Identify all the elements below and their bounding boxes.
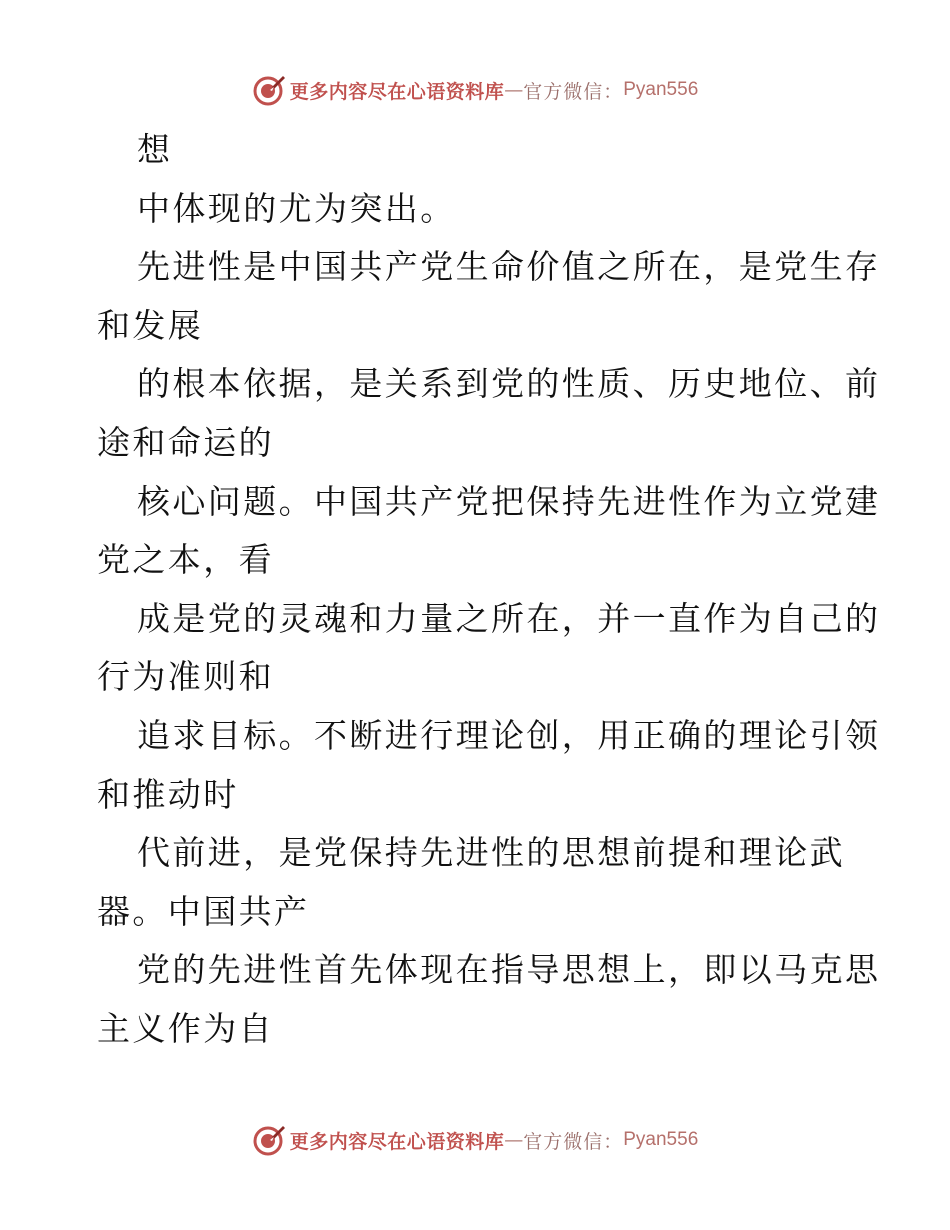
- text-line: 成是党的灵魂和力量之所在，并一直作为自己的: [137, 598, 881, 638]
- red-pen-circle-icon: [252, 1123, 286, 1157]
- text-line: 先进性是中国共产党生命价值之所在，是党生存: [137, 247, 881, 287]
- text-line: 核心问题。中国共产党把保持先进性作为立党建: [137, 481, 881, 521]
- text-line: 和发展: [97, 305, 204, 345]
- footer-banner: [0, 1120, 950, 1160]
- text-line: 追求目标。不断进行理论创，用正确的理论引领: [137, 715, 881, 755]
- text-line: 代前进，是党保持先进性的思想前提和理论武: [137, 833, 845, 873]
- header-wechat-id: Pyan556: [623, 79, 699, 100]
- text-line: 主义作为自: [97, 1008, 274, 1048]
- header-banner-text: 更多内容尽在心语资料库: [289, 80, 505, 103]
- text-line: 想: [137, 130, 173, 169]
- text-line: 器。中国共产: [97, 891, 310, 931]
- text-line: 中体现的尤为突出。: [137, 188, 456, 228]
- document-body: [97, 121, 881, 1059]
- text-line: 途和命运的: [97, 422, 274, 462]
- footer-banner-text: 更多内容尽在心语资料库: [289, 1130, 505, 1153]
- red-pen-circle-icon: [252, 73, 286, 107]
- footer-banner-dash: —: [504, 1129, 524, 1151]
- header-banner-dash: —: [504, 79, 524, 101]
- text-line: 党之本，看: [97, 540, 274, 580]
- footer-wechat-id: Pyan556: [623, 1129, 699, 1150]
- footer-wechat-label: 官方微信：: [523, 1130, 624, 1153]
- text-line: 的根本依据，是关系到党的性质、历史地位、前: [137, 364, 881, 404]
- header-wechat-label: 官方微信：: [523, 80, 624, 103]
- header-banner: [0, 70, 950, 110]
- text-line: 行为准则和: [97, 657, 274, 697]
- text-line: 和推动时: [97, 774, 239, 814]
- text-line: 党的先进性首先体现在指导思想上，即以马克思: [137, 950, 881, 990]
